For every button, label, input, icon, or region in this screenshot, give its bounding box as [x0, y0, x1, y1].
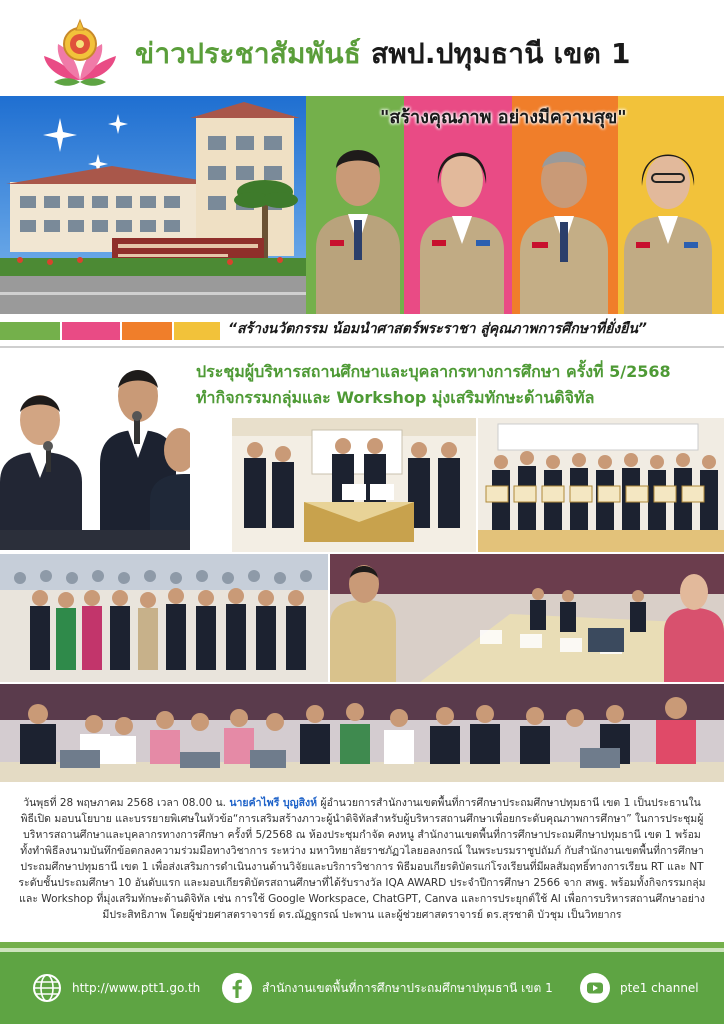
globe-icon — [32, 973, 62, 1003]
workshop-photo — [330, 554, 724, 682]
executive-portrait — [516, 128, 612, 314]
headline-line1: ประชุมผู้บริหารสถานศึกษาและบุคลากรทางการศึกษา ครั้งที่ 5/2568 — [196, 362, 671, 381]
footer-website[interactable] — [32, 972, 200, 1004]
news-body-text: ผู้อำนวยการสำนักงานเขตพื้นที่การศึกษาประถมศึกษาปทุมธานี เขต 1 เป็นประธานในพิธีเปิด มอบนโยบาย และบรรยายพิเศษในหัวข้อ“การเสริมสร้างภาวะผู้นำดิจิทัลสำหรับผู้บริหารสถานศึกษาเพื่อยกระดับคุณภาพการศึกษา” ในการประชุมผู้บริหารสถานศึกษาและบุคลากรทางการศึกษา ครั้งที่ 5/2568 ณ ห้องประชุมกำจัด คงหนู สำนักงานเขตพื้นที่การศึกษาประถมศึกษาปทุมธานี เขต 1 พร้อมทั้งทำพิธีลงนามบันทึกข้อตกลงความร่วมมือทางวิชาการ ระหว่าง มหาวิทยาลัยราชภัฏวไลยอลงกรณ์ ในพระบรมราชูปถัมภ์ กับสำนักงานเขตพื้นที่การศึกษาประถมศึกษาปทุมธานี เขต 1 เพื่อส่งเสริมการดำเนินงานด้านวิจัยและบริการวิชาการ พิธีมอบเกียรติบัตรแก่โรงเรียนที่มีผลสัมฤทธิ์ทางการเรียน RT และ NT ระดับชั้นประถมศึกษา 10 อันดับแรก และมอบเกียรติบัตรสถานศึกษาที่ได้รับรางวัล IQA AWARD ประจำปีการศึกษา 2566 จาก สพฐ. พร้อมทั้งกิจกรรมกลุ่มและ Workshop ที่มุ่งเสริมทักษะด้านดิจิทัล เช่น การใช้ Google Workspace, ChatGPT, Canva และการประยุกต์ใช้ AI เพื่อการบริหารสถานศึกษาอย่างมีประสิทธิภาพ โดยผู้ช่วยศาสตราจารย์ ดร.ณัฏฐกรณ์ ปะพาน และผู้ช่วยศาสตราจารย์ ดร.สุรชาติ บัวชุม เป็นวิทยากร — [18, 797, 706, 921]
headline-line2: ทำกิจกรรมกลุ่มและ Workshop มุ่งเสริมทักษะด้านดิจิทัล — [196, 388, 595, 407]
office-building-photo — [0, 96, 306, 314]
news-date-time: วันพุธที่ 28 พฤษภาคม 2568 เวลา 08.00 น. — [23, 797, 227, 809]
banner-slogan: "สร้างคุณภาพ อย่างมีความสุข" — [380, 107, 627, 128]
tagline: “สร้างนวัตกรรม น้อมนำศาสตร์พระราชา สู่คุณภาพการศึกษาที่ยั่งยืน” — [228, 321, 647, 337]
youtube-icon — [580, 973, 610, 1003]
website-url[interactable]: http://www.ptt1.go.th — [72, 981, 201, 995]
executive-portrait — [310, 128, 406, 314]
executive-portrait — [620, 128, 716, 314]
facebook-icon — [222, 973, 252, 1003]
certificate-group-photo — [478, 418, 724, 552]
director-name: นายคำไพรี บุญสิงห์ — [229, 797, 318, 809]
news-body — [18, 795, 706, 923]
mou-signing-photo — [232, 418, 476, 552]
banner — [0, 96, 724, 314]
footer-facebook[interactable] — [222, 972, 553, 1004]
large-group-photo — [0, 554, 328, 682]
executive-portrait — [414, 128, 510, 314]
office-emblem-icon — [40, 10, 120, 90]
divider — [0, 346, 724, 348]
title-part-office: สพป.ปทุมธานี เขต 1 — [370, 37, 631, 70]
footer-youtube[interactable] — [580, 972, 699, 1004]
youtube-channel-name[interactable]: pte1 channel — [620, 981, 699, 995]
speakers-photo — [0, 354, 190, 550]
facebook-page-name[interactable]: สำนักงานเขตพื้นที่การศึกษาประถมศึกษาปทุมธานี เขต 1 — [262, 980, 553, 995]
title-part-news: ข่าวประชาสัมพันธ์ — [135, 37, 361, 70]
page-title — [135, 32, 631, 76]
page-footer — [0, 952, 724, 1024]
page-header — [0, 0, 724, 96]
laptop-participants-photo — [0, 684, 724, 782]
